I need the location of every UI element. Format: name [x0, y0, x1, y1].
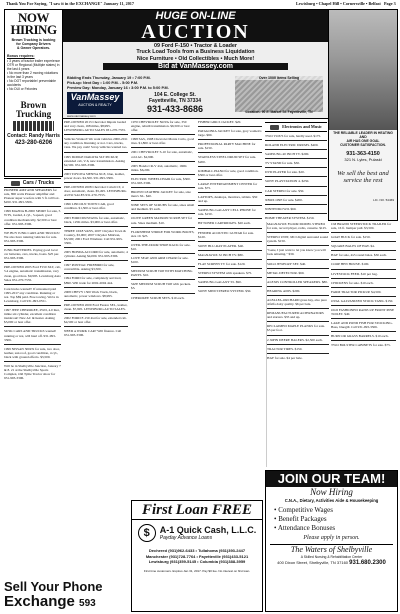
classified-right-b — [331, 222, 396, 467]
listing: GOAT BUCK for sale. $150. — [331, 235, 371, 240]
join-bullet-1: • Competitive Wages — [274, 506, 333, 514]
listing: 1970 CHEVROLET NOVA for sale, 350 engine, rebuilt transmission. $6,500 or best offer. — [131, 120, 190, 133]
hvac-line-1: THE RELIABLE LEADER IN HEATING AND — [333, 131, 393, 139]
speaker-icon — [270, 125, 279, 130]
listing: 2 JOHN DEERE BALERS. $2,500 each. — [267, 337, 323, 342]
classified-right-a — [266, 222, 329, 467]
listing: 2008 CHEVY 1500 Work Truck, black, automatic, power windows. $8,995. — [64, 289, 118, 298]
join-apply: Please apply in person. — [303, 535, 360, 541]
auction-sub-2: Truck Load Tools from a Business Liquidation — [136, 49, 255, 56]
sell-phone-ad — [4, 580, 130, 612]
listing: LAPTOPS, desktops, monitors, tablets. $50 and up. — [198, 195, 258, 204]
hvac-slogan-1: We sell the best and — [337, 170, 389, 177]
req-2: • No more than 2 moving violations in the last 3 years — [7, 70, 58, 79]
hvac-address: 321 N. Lyles, Pulaski — [344, 157, 382, 162]
req-4: • No DUI or Felonies — [7, 86, 38, 91]
waters-phone: 931.680.2300 — [349, 560, 386, 566]
header-towns: Lewisburg • Chapel Hill • Cornersville • Belfast — [296, 1, 381, 6]
listing: STEREO SYSTEM with speakers. $75. — [198, 270, 253, 275]
listing: 1999 MAZDA B-2000 SPORT for sale, 5 WTS, loaded, 4 cyl., 5-speed, good condition mechanically, $2,500 or best offer. 931-993-3306. — [4, 209, 61, 226]
listing: MEDIUM SCRUB TOP WITH MATCHING PANTS. $10. — [131, 269, 193, 278]
listing: TRACTOR TIRES. $150. — [267, 346, 303, 351]
listing: CHEROKEE SCRUB SETS. $10 each. — [131, 295, 185, 300]
hvac-line-2: AIR HAS ONE GOAL — [346, 139, 380, 143]
auction-date-2: Pick-up: Next Day • 1:00 P.M. - 5:00 P.M. — [67, 80, 139, 85]
listing: HAY for sale. $4 per bale. — [267, 355, 303, 360]
vanmassey-logo: VanMassey — [70, 92, 120, 102]
listing: CM BRAND STEERSTOCK TRAILER for sale, 16 ft. bumper pull. $3,500. — [331, 222, 392, 231]
section-cars-label: Cars / Trucks — [22, 180, 55, 186]
listing: ALEXIS CONTROLLER SPEAKERS. $80. — [267, 279, 328, 284]
listing: WE BUY JUNK CARS AND TRUCKS! We also have running vehicles for sale. 931-993-3306. — [4, 230, 60, 243]
hvac-ad — [328, 9, 398, 221]
listing: MAGNAVOX FLOOR MODEL STEREO for sale, record player, radio, cassette. $125. — [267, 222, 327, 231]
header-left: Thank You For Saying, "I saw it in the EXCHANGE" January 11, 2017 — [6, 1, 134, 6]
bonus-heading: Bonus requires: — [7, 53, 35, 58]
listing: REMANUFACTURED ALTERNATORS and starters. $35 and up. — [267, 311, 324, 320]
auction-city: Fayetteville, TN 37334 — [149, 98, 201, 104]
join-bullet-3: • Attendance Bonuses — [274, 524, 336, 532]
listing: 1997 PONTIAC FIREBIRD for sale, convertible. Asking $3,500. — [64, 263, 115, 272]
listing: BROWN LEATHER JACKET for sale, size men's XL. $40. — [131, 190, 191, 199]
listing: SONY MINI STEREO SYSTEM. $50. — [198, 289, 252, 294]
join-sub: Now Hiring — [310, 487, 353, 497]
sell-line-2: Exchange — [4, 593, 75, 610]
listing: SUSK CARS AND TRUCKS wanted! running or not, will haul off. 931-993-3306. — [4, 329, 57, 342]
hvac-photo — [329, 10, 397, 130]
auction-location-city: Fayetteville, TN — [287, 110, 313, 114]
listing: KIMBALL PIANO for sale, good condition. $500 or best offer. — [198, 168, 259, 177]
listing: Will be in Shelbyville Junction, January 7 & 8. 21 at the Shelbyville Sports Complex, Old Tyme Tractor show for 931-993-3306. — [4, 364, 61, 381]
auction-ad — [62, 9, 329, 119]
listing: 1995 DODGE DAKOTA SLT PICKUP, extended cab, V-6, new transmission. Asking $2,500. 931-993-3306. — [64, 154, 126, 167]
listing: SAMSUNG 40 INCH TV. $200. — [265, 152, 310, 157]
join-roles: C.N.A., Dietary, Activities Aide & Housekeeping — [284, 498, 379, 503]
listing: NINE SETS OF SCRUBS for sale, sizes small and medium. $5 each. — [131, 203, 195, 212]
listing: 2005 Honda CR-V 4x4, automatic, 160K miles. $6,200. — [131, 163, 187, 172]
over-items: Over 1000 Items Selling — [235, 76, 323, 80]
listing: 2001 CHEVROLET S-10 for sale, automatic, cold AC. $2,900. — [131, 150, 193, 159]
listing: 1998 SAS, 1998 Chevrolet Monte Carlo, good tires. $1,800 or best offer. — [131, 137, 195, 146]
join-title: JOIN OUR TEAM! — [266, 471, 397, 487]
hvac-phone: 931-363-4150 — [346, 151, 380, 157]
auction-address: 104 E. College St. — [154, 92, 196, 98]
classified-column-2 — [64, 120, 128, 500]
sell-line-1: Sell Your Phone — [4, 580, 103, 594]
listing: 2003 FORD MUSTANG for sale, automatic, black, 125K miles. $3,900 or best offer. — [64, 215, 125, 224]
listing: SOLO JEWELRY SET. $40. — [267, 261, 307, 266]
hvac-license: LIC. NO. 54469 — [373, 198, 394, 202]
auction-photo — [235, 76, 323, 112]
listing: SAMSUNG GALAXY S5. $90. — [198, 280, 242, 285]
listing: HAY for sale, 4x5 round bales. $30 each. — [331, 253, 387, 258]
listing: ELECTRIC WHEELCHAIR for sale, $300. 931-993-3306. — [131, 176, 191, 185]
listing: HEARING AIDS. $200. — [267, 288, 301, 293]
listing: OLIVE GREEN MATRON SCRUB SET for sale. Sizes medium. $10. — [131, 216, 193, 225]
listing: FARM TRACTOR PICKUP. $4,500. — [331, 289, 382, 294]
req-3: • No DOT reportable/ preventable accidents — [7, 78, 56, 87]
listing: DVD PLAYER for sale. $20. — [265, 170, 305, 175]
auction-location: Location: 90 E. Market St. — [245, 110, 287, 114]
listing: STAINLESS STEEL DRUM SET for sale. $200. — [198, 155, 257, 164]
listing: PIONEER AMP AND SPEAKERS for sale, 800 watts Pioneer amplifier and Pioneer super woofers with 5 ft. tall box. $450. 931-993-3306. — [4, 188, 60, 205]
waters-logo: The Waters of Shelbyville — [290, 545, 373, 554]
listing: MAGNAVOX 32 INCH TV. $80. — [198, 252, 244, 257]
loan-fine-print: First time customers. Expires Jan 31, 2017. Pay $0 fee. No interest on first loan. — [143, 568, 251, 573]
join-our-team-ad — [265, 470, 398, 612]
auction-date-1: Bidding Ends Thursday, January 19 • 7:00 P.M. — [67, 76, 151, 80]
listing: SQUARE BALES OF HAY. $4. — [331, 244, 375, 249]
listing: PRE-OWNED 2005 Ford F150 XLT, cab, 5.4 engine, automatic transmission, very clean, good tires. $9,995. Lewisburg Auto Sales 931-270-7555. — [4, 265, 61, 282]
page-number: Page 3 — [384, 1, 396, 6]
auction-banner-top: HUGE ON-LINE — [155, 10, 236, 22]
listing: 2003 TOYOTA SIENNA XLE, blue, leather, power doors. $4,500. 931-993-3306. — [64, 171, 125, 180]
auction-phone: 931-433-8686 — [146, 104, 204, 114]
listing: "Gene, I just want to let you know you will look amazing." $30. — [267, 248, 326, 257]
listing: ALFALFA-ORCHARD grass hay, also pure alfalfa dairy quality. $6 per bale. — [267, 297, 327, 307]
listing: SONY PLAYSTATION 4. $250. — [265, 179, 310, 184]
auction-bid-line[interactable]: Bid at VanMassey.com — [103, 63, 288, 70]
listing: FENDER ACOUSTIC GUITAR for sale. $120. — [198, 230, 254, 239]
listing: PRE-OWNED 2013 Chevrolet Impala loaded and very clean, 168 miles, $8,995. LEWISBURG AUTO SALES 931-270-7555. — [64, 120, 126, 133]
now-hiring-ad — [4, 9, 63, 177]
auction-banner-main: AUCTION — [141, 21, 250, 43]
truck-graphic — [13, 121, 54, 131]
now-hiring-title: NOW HIRING — [10, 10, 57, 37]
listing: FLAT SCREEN TV for sale. $120. — [198, 261, 246, 266]
dollar-logo-icon: $ — [138, 524, 156, 542]
loan-loc-3: Lewisburg (931)359-5145 • Columbia (931)388-3959 — [148, 559, 246, 564]
listing: TWO BOLSTER CABINETS for sale. $75. — [331, 343, 391, 348]
listing: SIZE MEDIUM SCRUB TOP with pockets. $5. — [131, 282, 192, 291]
car-icon — [11, 181, 20, 186]
now-hiring-line-2: for Company Drivers — [16, 42, 51, 47]
listing: 2005 HONDA ACCORD for sale, automatic, 4 cylinder. Asking $4,000. 931-993-3306. — [64, 250, 128, 259]
section-electronics-label: Electronics and Music — [282, 123, 322, 129]
listing: NINTENDO WII. $60. — [265, 206, 297, 211]
listing: LOVE SEAT AND ARM CHAIR for sale. $100. — [131, 255, 189, 265]
listing: LIVESTOCK FEED. $10 per bag. — [331, 271, 378, 276]
auction-sub-1: 09 Ford F-150 • Tractor & Loader — [153, 43, 238, 49]
waters-address: 400 Dixon Street, Shelbyville, TN 37160 — [277, 560, 349, 565]
req-1: • 3 years of tractor trailer experience OTR or Regional (Multiple states) in the last 4 years — [7, 58, 61, 71]
classified-column-1-body — [4, 188, 61, 580]
classified-column-4 — [198, 120, 262, 395]
listing: THREE 16X8 VANS, 2007 Chrysler Town & Country, $3,000; 2007 Chrysler Minivan, $3,500; 2001 Ford Windstar. Call 931-993-3306. — [64, 228, 126, 245]
brown-trucking-logo: Brown Trucking — [15, 99, 52, 119]
loan-loc-1: Dechered (931)962-6433 • Tullahoma (931)393-2447 — [148, 548, 246, 553]
now-hiring-line-3: & Owner Operators. — [16, 46, 51, 51]
listing: XBOX ONE for sale. $200. — [265, 197, 303, 202]
loan-ad — [131, 500, 263, 612]
listing: PRE-OWNED 2009 Ford Fusion SEL, leather, clean. $7,995. LEWISBURG AUTO SALES. — [64, 302, 128, 311]
listing: TV STAND for sale. $30. — [265, 161, 300, 166]
listing: COOP HEN HOUSE. $100. — [331, 262, 370, 267]
listing: Cars/trucks wanted!! If unwanted paid 1995-2017 any condition. Running or not. Top $$$ paid. Free towing. We're in Lewisburg. Call 931-993-0551. — [4, 286, 59, 303]
listing: SAMSUNG GALAXY CELL PHONE for sale. $150. — [198, 208, 256, 217]
hvac-line-3: CUSTOMER SATISFACTION. — [340, 143, 386, 147]
loan-title: First Loan FREE — [132, 501, 262, 520]
listing: PROFESSIONAL PARTY MACHINE for sale. $150. — [198, 142, 256, 151]
listing: LAKE AND POND FISH FOR STOCKING. Bass, bluegill. Call 931-993-3306. — [331, 321, 393, 330]
sell-suffix: 593 — [79, 598, 96, 609]
listing: 2002 FORD F-150 4x4 for sale, extended cab. $4,500 or best offer. — [64, 316, 127, 325]
loan-loc-2: Manchester (931)728-7764 • Fayetteville (931)433-5121 — [145, 553, 249, 559]
page-header — [0, 0, 400, 8]
listing: ROLAND ELECTRIC DRUMS. $400. — [265, 143, 319, 148]
loan-sub: Payday Advance Loans — [159, 535, 213, 541]
listing: 1997 JEEP CHEROKEE, 2WD, 4.0 liter, inline six cylinder, excellent condition inside/out! New AC & heater. Asking $3,000 or best offer. — [4, 308, 60, 325]
listing: NEED A WORK CAR? Will finance. Call 931-993-3306. — [64, 329, 122, 338]
listing: Vehicles Wanted! We want vehicles 2000-2011 any condition. Running or not. Cars, trucks, vans. We pay cash! Scrap vehicles wanted too. — [64, 137, 128, 150]
listing: METAL DETECTOR. $60. — [267, 270, 305, 275]
listing: OVAL GALVANIZED STOCK TANK. $150. — [331, 298, 394, 303]
listing: BURN OR GRASS BARRELS. $10 each. — [331, 334, 389, 339]
auction-date-3: Preview Day: Monday, January 16 • 3:00 P.M. to 5:00 P.M. — [67, 85, 169, 90]
listing: CAR STEREO for sale. $50. — [265, 188, 305, 193]
contact-name: Contact: Randy Harris — [7, 132, 60, 139]
listing: FISHER GIRLS JACKET. $20. — [198, 120, 242, 124]
listing: SONY BLU-RAY PLAYER. $40. — [198, 243, 244, 248]
listing: OLD FASHIONED RAISE-UP FRONT PINE TOILET. $40. — [331, 307, 395, 317]
join-bullet-2: • Benefit Packages — [274, 515, 327, 523]
now-hiring-line-1: Brown Trucking is looking — [11, 38, 56, 42]
listing: FLORSHEIM STRIKE FOR WORK BOOTS, size 10. $25. — [131, 229, 195, 238]
listing: CHICKENS for sale. $10 each. — [331, 280, 374, 285]
listing: 1996 LINCOLN TOWN CAR, good condition. $1,500 or best offer. — [64, 202, 114, 211]
listing: TWO VOX'S for sale, hardly used. $175. — [265, 134, 322, 138]
waters-sub: A Skilled Nursing & Rehabilitation Center — [300, 555, 363, 559]
auction-sub-3: Nice Furniture • Old Collectibles • Much More! — [136, 55, 255, 62]
vanmassey-web[interactable]: www.vanmassey.com — [67, 114, 96, 118]
listing: 1999 NISSAN 300ZX for sale, two door, leather, sun roof, good condition, 4 cyl., black with ground effects. $3,500. — [4, 346, 60, 359]
listing: JUNK BATTERIES. Paying good local car batteries, cars, trucks, boats. $25 per. 931-993-3306. — [4, 248, 60, 261]
listing: HOME THEATER SYSTEM. $150. — [265, 215, 315, 220]
vanmassey-sub: AUCTION & REALTY — [78, 103, 112, 107]
contact-phone: 423-280-6206 — [14, 139, 53, 146]
classified-column-3 — [131, 120, 195, 500]
listing: PATAGONIA JACKET for sale, grey women's large. $60. — [198, 129, 262, 138]
listing: LARGE ENTERTAINMENT CENTER for sale. $75. — [198, 181, 258, 190]
listing: OVER-THE-DOOR SHOE RACK for sale. $10. — [131, 242, 191, 251]
hvac-slogan-2: service the rest — [343, 177, 383, 184]
listing: STEREO UNIT, MCI digital surround sound system. $150. — [267, 235, 328, 244]
listing: PRE-OWNED 2008 Chevrolet Cobalt LT, 4 door, automatic, clean. $5,495. LEWISBURG AUTO SALES 931-270-7555. — [64, 185, 127, 198]
listing: HP TONER CARTRIDGES. $20 each. — [198, 221, 251, 226]
listing: RECLAIMED MAPLE PLANKS for sale. $5 per foot. — [267, 324, 325, 333]
listing: 1994 FORD for sale, completely serviced, $890. Will trade for 2002-2004 4x4. — [64, 276, 122, 285]
loan-brand: A-1 Quick Cash, L.L.C. — [159, 525, 257, 535]
